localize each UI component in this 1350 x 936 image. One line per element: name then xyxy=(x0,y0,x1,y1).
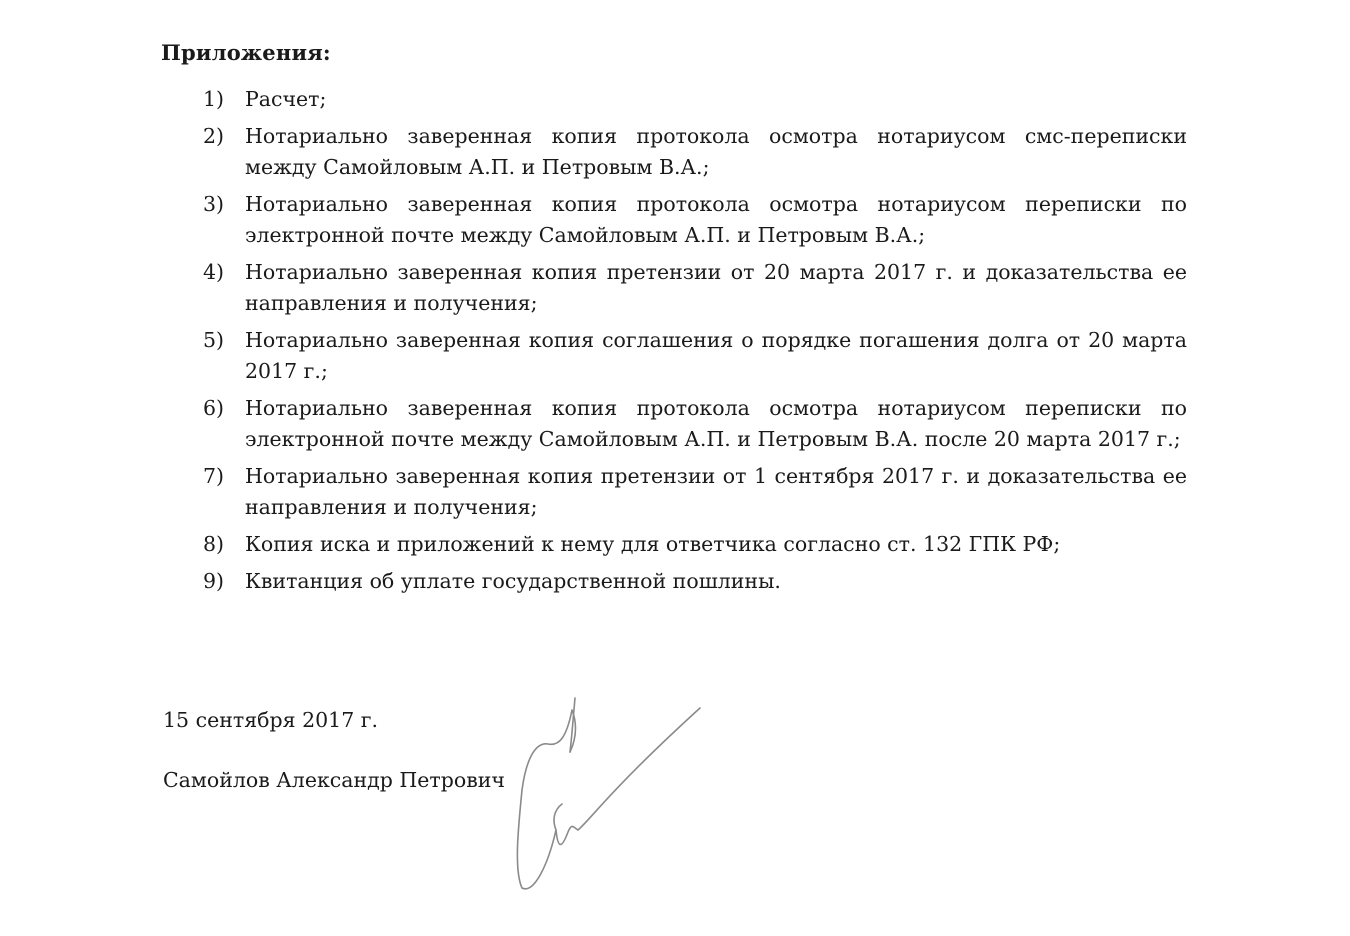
item-number: 4) xyxy=(203,260,225,284)
item-number: 2) xyxy=(203,124,225,148)
item-number: 1) xyxy=(203,87,225,111)
item-number: 3) xyxy=(203,192,225,216)
item-text: Нотариально заверенная копия претензии от 20 марта 2017 г. и доказательства ее направления и получения; xyxy=(245,260,1187,315)
list-item xyxy=(197,393,1187,455)
list-item xyxy=(197,325,1187,387)
item-text: Нотариально заверенная копия соглашения о порядке погашения долга от 20 марта 2017 г.; xyxy=(245,328,1187,383)
attachments-heading: Приложения: xyxy=(161,40,331,65)
item-number: 9) xyxy=(203,569,225,593)
list-item xyxy=(197,121,1187,183)
list-item xyxy=(197,84,1187,115)
item-number: 5) xyxy=(203,328,225,352)
list-item xyxy=(197,529,1187,560)
list-item xyxy=(197,566,1187,597)
signature-date: 15 сентября 2017 г. xyxy=(163,708,379,732)
list-item xyxy=(197,461,1187,523)
item-number: 6) xyxy=(203,396,225,420)
item-number: 7) xyxy=(203,464,225,488)
item-text: Нотариально заверенная копия протокола осмотра нотариусом переписки по электронной почте между Самойловым А.П. и Петровым В.А.; xyxy=(245,192,1187,247)
item-text: Расчет; xyxy=(245,87,327,111)
item-number: 8) xyxy=(203,532,225,556)
attachments-list xyxy=(197,84,1187,603)
item-text: Квитанция об уплате государственной пошлины. xyxy=(245,569,781,593)
list-item xyxy=(197,189,1187,251)
list-item xyxy=(197,257,1187,319)
item-text: Нотариально заверенная копия протокола осмотра нотариусом смс-переписки между Самойловым А.П. и Петровым В.А.; xyxy=(245,124,1187,179)
item-text: Нотариально заверенная копия протокола осмотра нотариусом переписки по электронной почте между Самойловым А.П. и Петровым В.А. после 20 марта 2017 г.; xyxy=(245,396,1187,451)
item-text: Нотариально заверенная копия претензии от 1 сентября 2017 г. и доказательства ее направления и получения; xyxy=(245,464,1187,519)
handwritten-signature xyxy=(500,680,720,900)
signer-name: Самойлов Александр Петрович xyxy=(163,768,505,792)
item-text: Копия иска и приложений к нему для ответчика согласно ст. 132 ГПК РФ; xyxy=(245,532,1061,556)
